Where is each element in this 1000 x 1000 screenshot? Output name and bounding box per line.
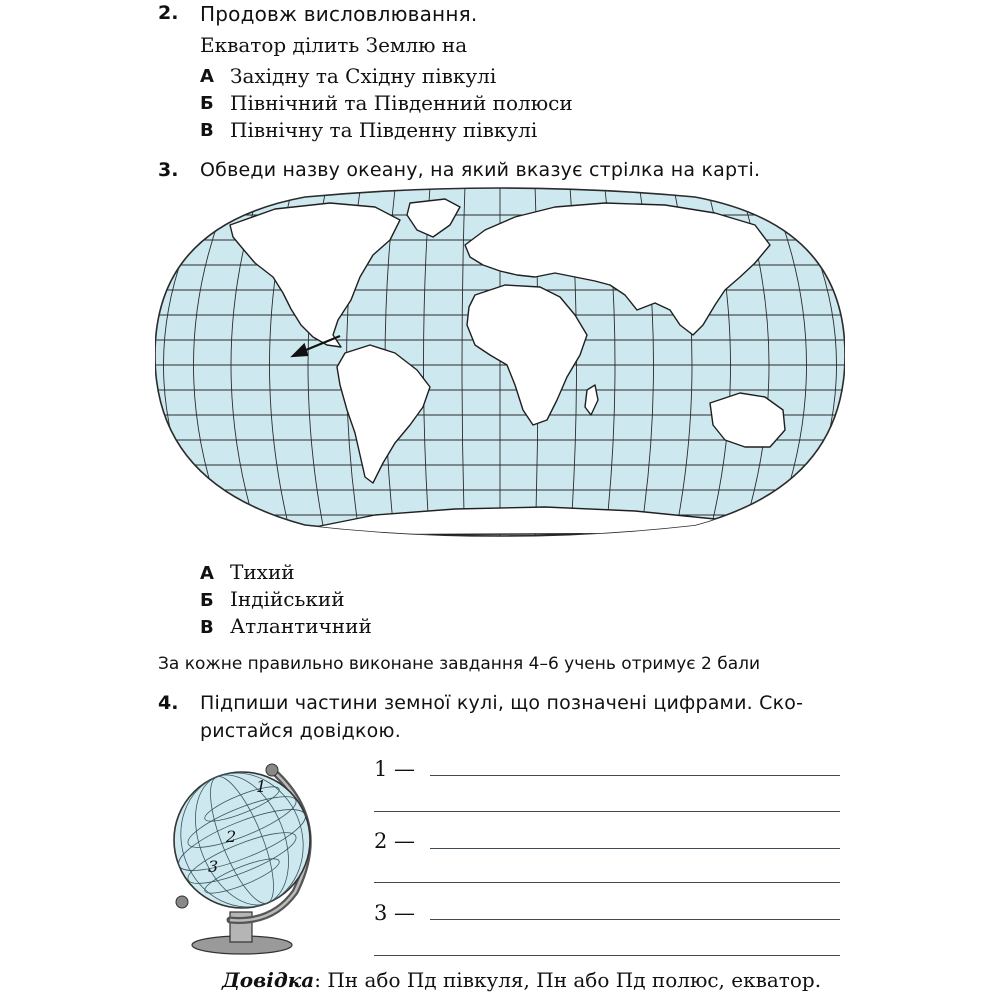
- reference-label: Довідка: [222, 968, 315, 992]
- blank-1-label: 1 —: [374, 757, 416, 781]
- scoring-note: За кожне правильно виконане завдання 4–6 учень отримує 2 бали: [158, 654, 761, 674]
- q2-option-a-letter[interactable]: А: [200, 66, 214, 87]
- q2-stem: Екватор ділить Землю на: [200, 33, 468, 57]
- blank-1-line-b[interactable]: [374, 811, 840, 812]
- q2-option-b-text[interactable]: Північний та Південний полюси: [230, 91, 573, 115]
- q2-number: 2.: [158, 2, 179, 24]
- globe-illustration: [160, 752, 330, 962]
- world-map: [155, 185, 845, 545]
- q2-text: Продовж висловлювання.: [200, 2, 478, 26]
- q3-option-a-text[interactable]: Тихий: [230, 560, 295, 584]
- blank-3-line-a[interactable]: [430, 919, 840, 920]
- q3-text: Обведи назву океану, на який вказує стрілка на карті.: [200, 159, 761, 181]
- blank-3-line-b[interactable]: [374, 955, 840, 956]
- q3-option-c-letter[interactable]: В: [200, 617, 214, 638]
- q2-option-c-letter[interactable]: В: [200, 120, 214, 141]
- blank-2-line-a[interactable]: [430, 848, 840, 849]
- globe-label-1: 1: [256, 777, 267, 796]
- q3-option-b-text[interactable]: Індійський: [230, 587, 345, 611]
- blank-1-line-a[interactable]: [430, 775, 840, 776]
- q3-option-a-letter[interactable]: А: [200, 563, 214, 584]
- globe-label-2: 2: [226, 827, 237, 846]
- blank-3-label: 3 —: [374, 901, 416, 925]
- reference-text: : Пн або Пд півкуля, Пн або Пд полюс, екватор.: [314, 968, 822, 992]
- q2-option-a-text[interactable]: Західну та Східну півкулі: [230, 64, 497, 88]
- globe-label-3: 3: [208, 857, 219, 876]
- q4-text-line2: ристайся довідкою.: [200, 720, 401, 742]
- q2-option-b-letter[interactable]: Б: [200, 93, 214, 114]
- q3-option-b-letter[interactable]: Б: [200, 590, 214, 611]
- blank-2-line-b[interactable]: [374, 882, 840, 883]
- q4-text-line1: Підпиши частини земної кулі, що позначені цифрами. Ско-: [200, 692, 804, 714]
- q3-number: 3.: [158, 159, 179, 181]
- q4-number: 4.: [158, 692, 179, 714]
- q2-option-c-text[interactable]: Північну та Південну півкулі: [230, 118, 538, 142]
- reference-line: [222, 968, 821, 992]
- blank-2-label: 2 —: [374, 829, 416, 853]
- q3-option-c-text[interactable]: Атлантичний: [230, 614, 372, 638]
- globe-sphere: [174, 772, 310, 908]
